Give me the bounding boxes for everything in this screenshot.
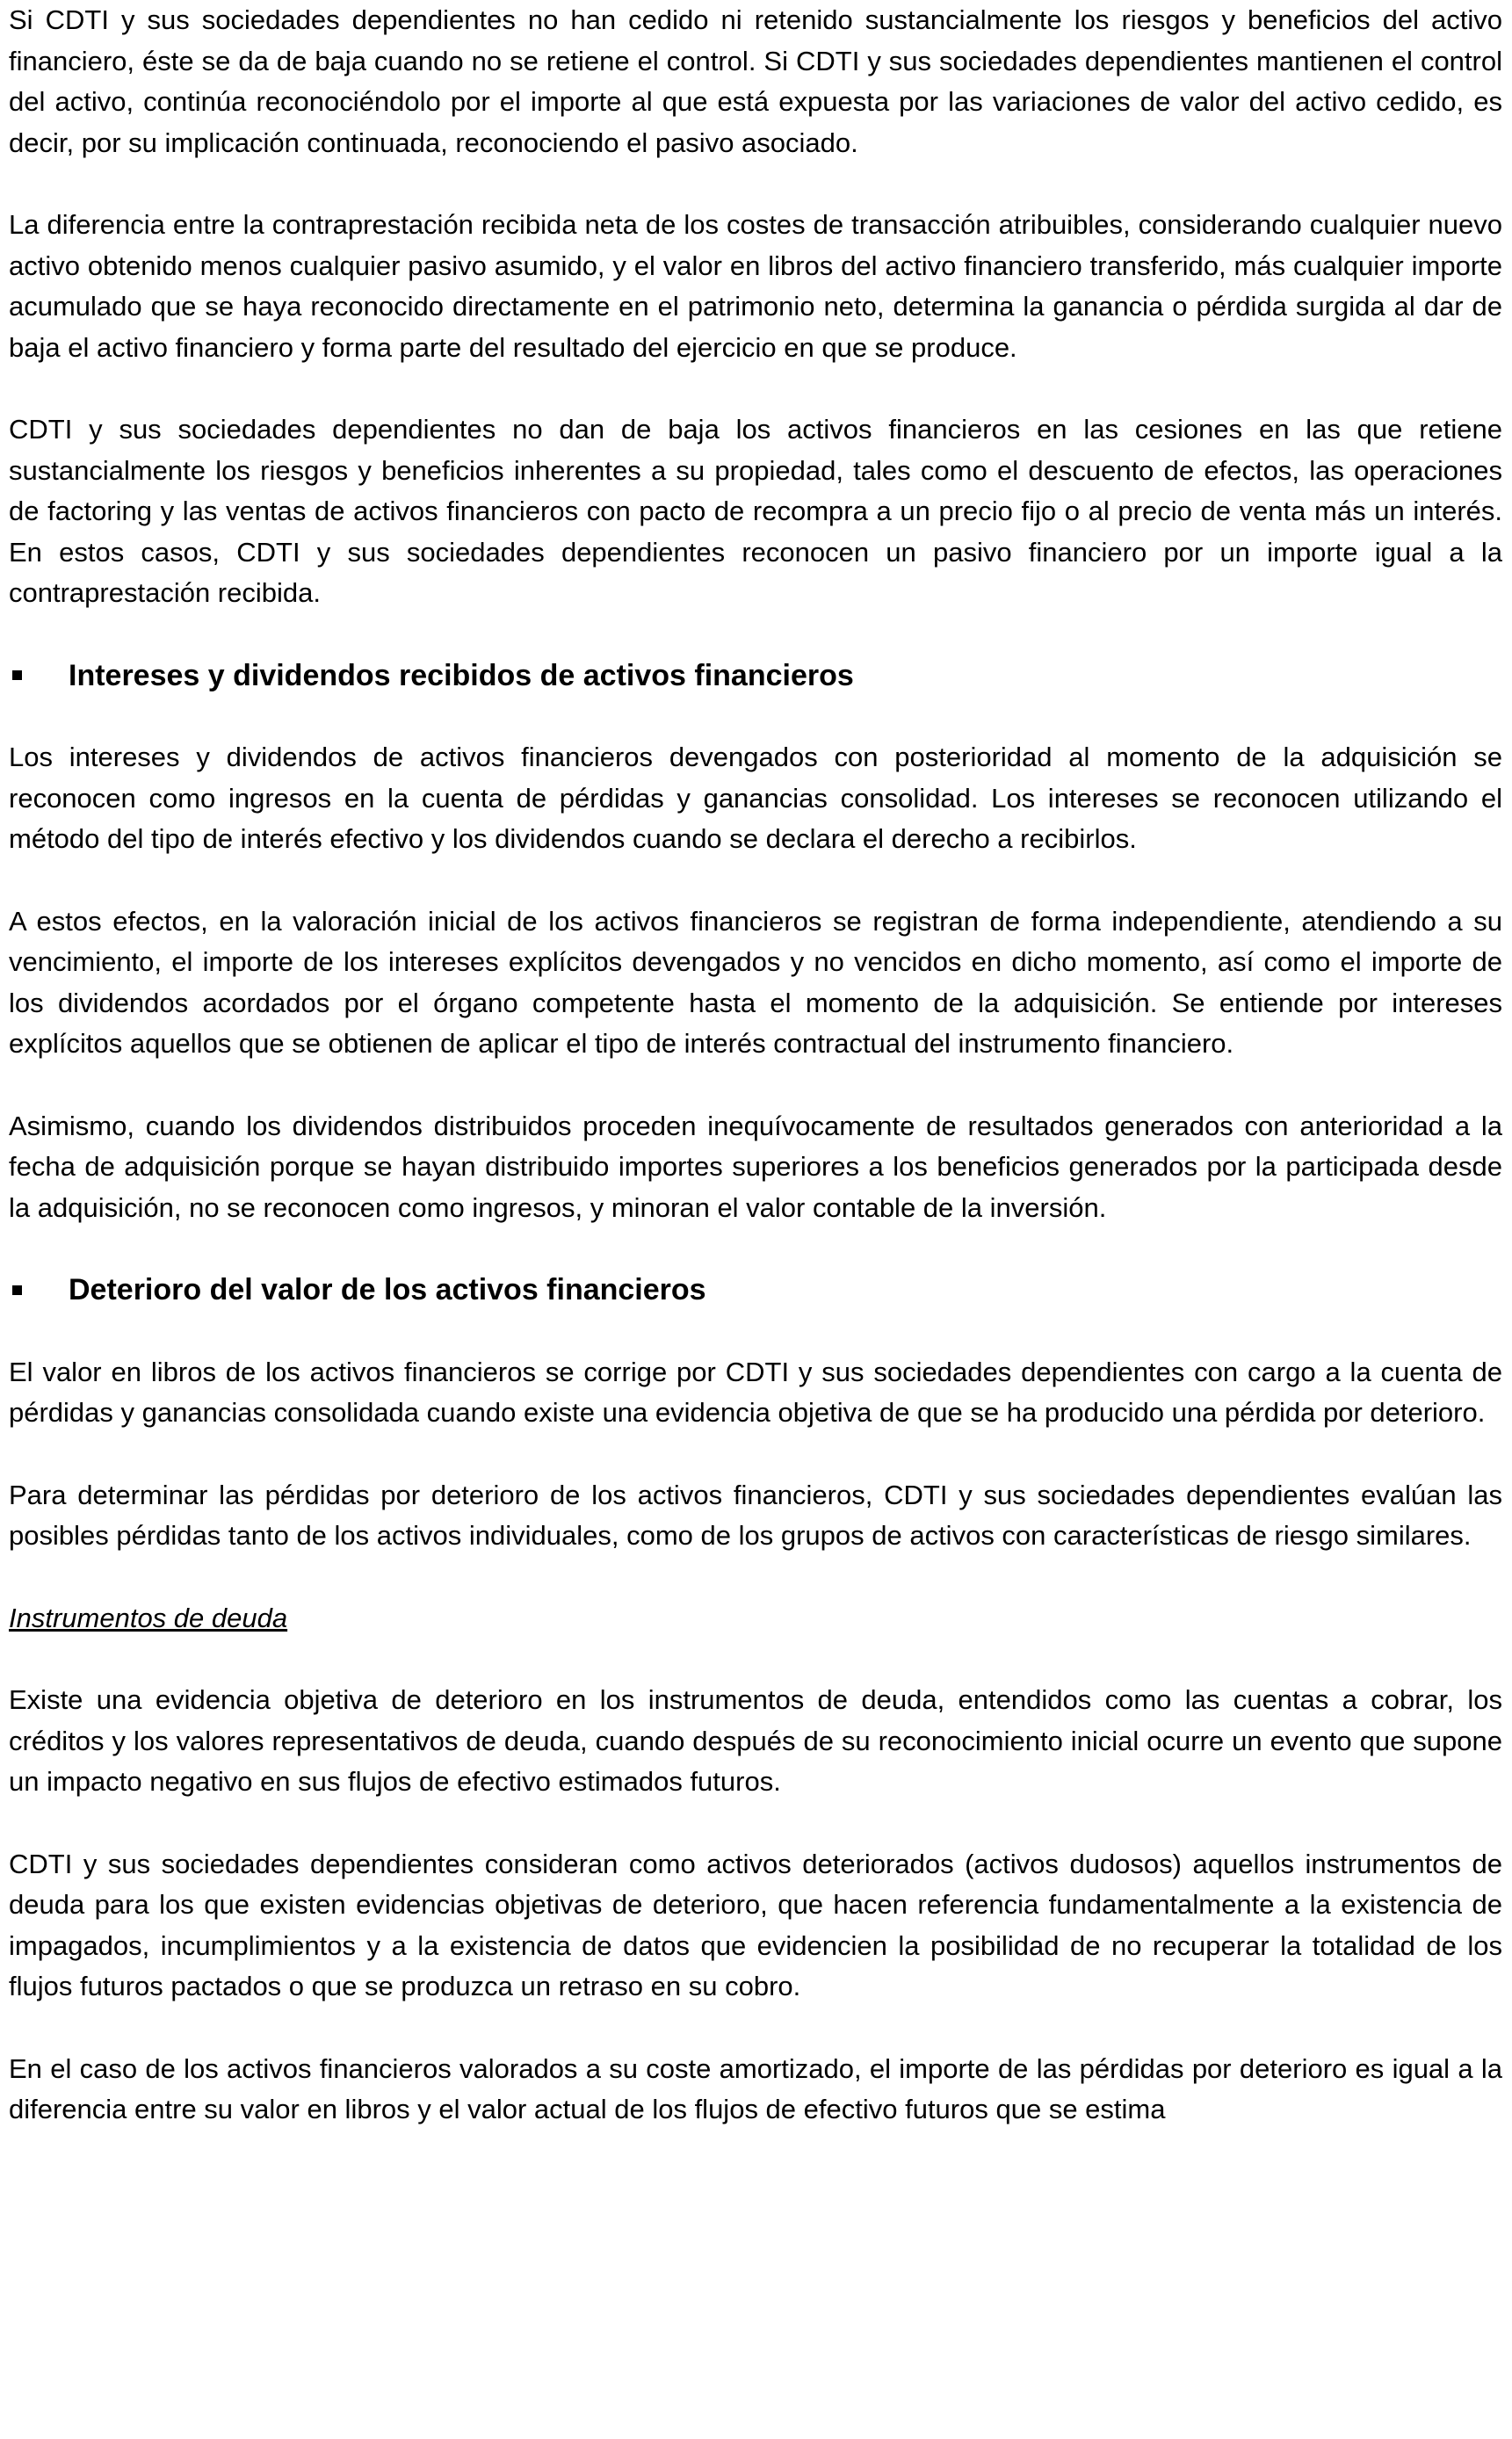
paragraph-activos-deteriorados: CDTI y sus sociedades dependientes consideran como activos deteriorados (activos dudosos) aquellos instrumentos de deuda para los que existen evidencias objetivas de deterioro, que hacen referencia fundamentalmente a la existencia de impagados, incumplimientos y a la existencia de datos que evidencien la posibilidad de no recuperar la totalidad de los flujos futuros pactados o que se produzca un retraso en su cobro.	[9, 1848, 1502, 2001]
section-heading-deterioro	[9, 1270, 1502, 1311]
paragraph-valoracion-inicial: A estos efectos, en la valoración inicial de los activos financieros se registran de forma independiente, atendiendo a su vencimiento, el importe de los intereses explícitos devengados y no vencidos en dicho momento, así como el importe de los dividendos acordados por el órgano competente hasta el momento de la adquisición. Se entiende por intereses explícitos aquellos que se obtienen de aplicar el tipo de interés contractual del instrumento financiero.	[9, 905, 1502, 1059]
paragraph-valor-en-libros: El valor en libros de los activos financieros se corrige por CDTI y sus sociedades dependientes con cargo a la cuenta de pérdidas y ganancias consolidada cuando existe una evidencia objetiva de que se ha producido una pérdida por deterioro.	[9, 1356, 1502, 1428]
subheading-instrumentos-deuda: Instrumentos de deuda	[9, 1602, 288, 1633]
square-bullet-icon	[12, 670, 22, 680]
paragraph-control-activo: Si CDTI y sus sociedades dependientes no han cedido ni retenido sustancialmente los riesgos y beneficios del activo financiero, éste se da de baja cuando no se retiene el control. Si CDTI y sus sociedades dependientes mantienen el control del activo, continúa reconociéndolo por el importe al que está expuesta por las variaciones de valor del activo cedido, es decir, por su implicación continuada, reconociendo el pasivo asociado.	[9, 4, 1502, 158]
document-page	[9, 0, 1502, 2131]
section-heading-text: Intereses y dividendos recibidos de activos financieros	[69, 658, 854, 692]
section-heading-text: Deterioro del valor de los activos financieros	[69, 1273, 706, 1306]
square-bullet-icon	[12, 1285, 22, 1295]
paragraph-coste-amortizado: En el caso de los activos financieros valorados a su coste amortizado, el importe de las pérdidas por deterioro es igual a la diferencia entre su valor en libros y el valor actual de los flujos de efectivo futuros que se estima	[9, 2052, 1502, 2124]
paragraph-no-dan-de-baja: CDTI y sus sociedades dependientes no dan de baja los activos financieros en las cesiones en las que retiene sustancialmente los riesgos y beneficios inherentes a su propiedad, tales como el descuento de efectos, las operaciones de factoring y las ventas de activos financieros con pacto de recompra a un precio fijo o al precio de venta más un interés. En estos casos, CDTI y sus sociedades dependientes reconocen un pasivo financiero por un importe igual a la contraprestación recibida.	[9, 414, 1502, 608]
paragraph-dividendos-distribuidos: Asimismo, cuando los dividendos distribuidos proceden inequívocamente de resultados generados con anterioridad a la fecha de adquisición porque se hayan distribuido importes superiores a los beneficios generados por la participada desde la adquisición, no se reconocen como ingresos, y minoran el valor contable de la inversión.	[9, 1110, 1502, 1223]
section-heading-intereses	[9, 655, 1502, 697]
paragraph-evidencia-objetiva: Existe una evidencia objetiva de deterioro en los instrumentos de deuda, entendidos como las cuentas a cobrar, los créditos y los valores representativos de deuda, cuando después de su reconocimiento inicial ocurre un evento que supone un impacto negativo en sus flujos de efectivo estimados futuros.	[9, 1684, 1502, 1797]
paragraph-intereses-devengados: Los intereses y dividendos de activos financieros devengados con posterioridad al momento de la adquisición se reconocen como ingresos en la cuenta de pérdidas y ganancias consolidad. Los intereses se reconocen utilizando el método del tipo de interés efectivo y los dividendos cuando se declara el derecho a recibirlos.	[9, 742, 1502, 854]
paragraph-determinar-perdidas: Para determinar las pérdidas por deterioro de los activos financieros, CDTI y sus sociedades dependientes evalúan las posibles pérdidas tanto de los activos individuales, como de los grupos de activos con características de riesgo similares.	[9, 1479, 1502, 1551]
paragraph-diferencia-contraprestacion: La diferencia entre la contraprestación recibida neta de los costes de transacción atribuibles, considerando cualquier nuevo activo obtenido menos cualquier pasivo asumido, y el valor en libros del activo financiero transferido, más cualquier importe acumulado que se haya reconocido directamente en el patrimonio neto, determina la ganancia o pérdida surgida al dar de baja el activo financiero y forma parte del resultado del ejercicio en que se produce.	[9, 209, 1502, 363]
